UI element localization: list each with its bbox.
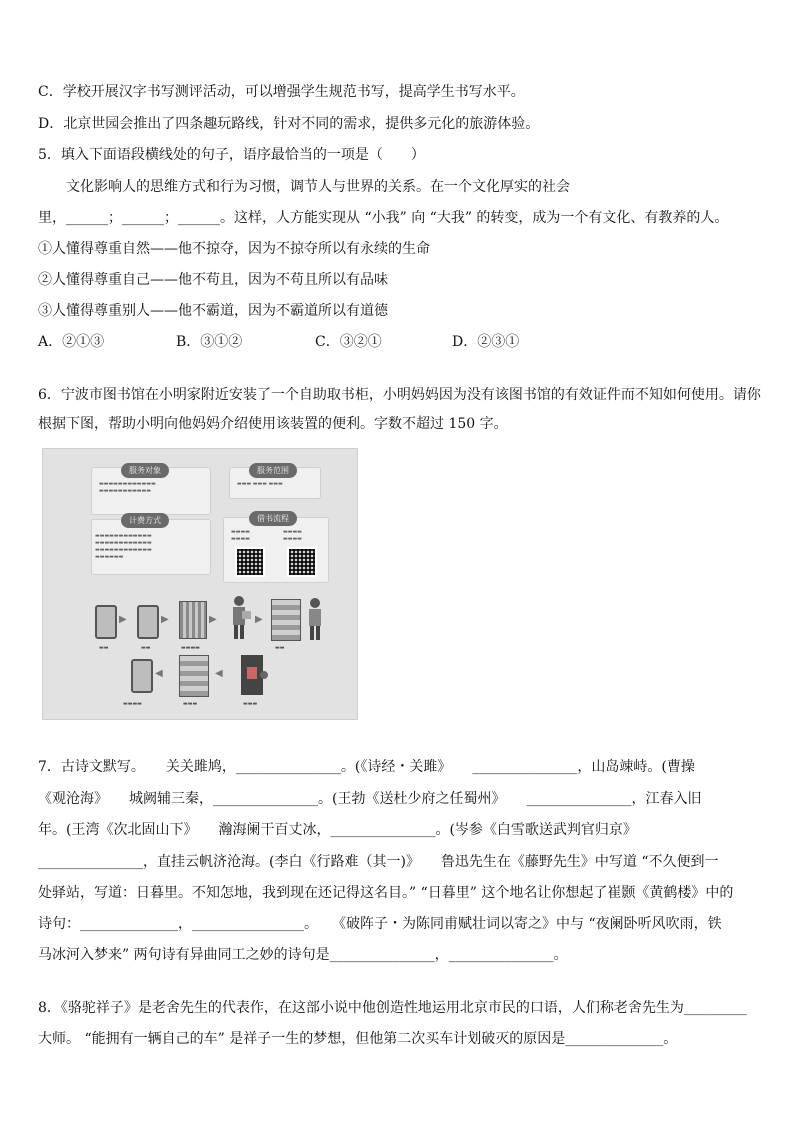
option-d-text: D．北京世园会推出了四条趣玩路线，针对不同的需求，提供多元化的旅游体验。 bbox=[38, 116, 540, 132]
arrow-icon: ◀ bbox=[215, 668, 223, 679]
phone-icon bbox=[131, 659, 153, 693]
question-5-passage-2: 里，______；______；______。这样，人方能实现从 “小我” 向 “大我” 的转变，成为一个有文化、有教养的人。 bbox=[38, 210, 729, 226]
qr-code-icon bbox=[287, 547, 317, 577]
arrow-icon: ▶ bbox=[209, 614, 217, 625]
question-7-line-1: 7．古诗文默写。 关关雎鸠，_______________。(《诗经・关雎》 _______________，山岛竦峙。(曹操 bbox=[38, 759, 695, 775]
borrow-text-1: ▬▬▬▬ ▬▬▬▬ bbox=[231, 529, 250, 542]
arrow-icon: ◀ bbox=[155, 668, 163, 679]
question-7-line-4: _______________，直挂云帆济沧海。(李白《行路难（其一)》 鲁迅先生在《藤野先生》中写道 “不久便到一 bbox=[38, 854, 719, 870]
qr-code-icon bbox=[235, 547, 265, 577]
question-5-stem: 5．填入下面语段横线处的句子，语序最恰当的一项是（ ） bbox=[38, 147, 425, 163]
service-range-text: ▬▬▬ ▬▬▬ ▬▬▬ bbox=[237, 481, 283, 487]
phone-icon bbox=[137, 605, 159, 639]
arrow-icon: ▶ bbox=[255, 614, 263, 625]
question-7-line-5: 处驿站，写道：日暮里。不知怎地，我到现在还记得这名目。” “日暮里” 这个地名让你想起了崔颢《黄鹤楼》中的 bbox=[38, 885, 734, 901]
step-caption: ▬▬ bbox=[275, 645, 285, 651]
question-7-line-2: 《观沧海》 城阙辅三秦，_______________。(王勃《送杜少府之任蜀州》 _______________，江春入旧 bbox=[38, 791, 702, 807]
borrow-text-2: ▬▬▬▬ ▬▬▬▬ bbox=[283, 529, 302, 542]
option-c: C．③②① bbox=[315, 334, 382, 350]
service-target-tag: 服务对象 bbox=[121, 463, 169, 478]
book-cabinet-icon bbox=[271, 599, 301, 641]
option-b: B．③①② bbox=[176, 334, 243, 350]
phone-icon bbox=[95, 605, 117, 639]
question-6-stem-1: 6．宁波市图书馆在小明家附近安装了一个自助取书柜，小明妈妈因为没有该图书馆的有效证件而不知如何使用。请你 bbox=[38, 387, 761, 403]
question-7-line-7: 马冰河入梦来” 两句诗有异曲同工之妙的诗句是_______________，_______________。 bbox=[38, 947, 568, 963]
bookshelf-icon bbox=[179, 601, 207, 639]
option-c-text: C．学校开展汉字书写测评活动，可以增强学生规范书写，提高学生书写水平。 bbox=[38, 84, 525, 100]
option-d: D．②③① bbox=[452, 334, 520, 350]
step-caption: ▬▬ bbox=[99, 645, 109, 651]
step-caption: ▬▬▬ bbox=[243, 701, 258, 707]
door-delivery-icon bbox=[239, 653, 269, 697]
arrow-icon: ▶ bbox=[119, 614, 127, 625]
question-7-line-6: 诗句：______________，________________。 《破阵子・为陈同甫赋壮词以寄之》中与 “夜阑卧听风吹雨，铁 bbox=[38, 916, 722, 932]
billing-text: ▬▬▬▬▬▬▬▬▬▬▬▬ ▬▬▬▬▬▬▬▬▬▬▬▬ ▬▬▬▬▬▬▬▬▬▬▬▬ ▬▬▬▬▬▬ bbox=[95, 533, 152, 560]
question-5-passage-1: 文化影响人的思维方式和行为习惯，调节人与世界的关系。在一个文化厚实的社会 bbox=[66, 179, 570, 195]
worker-icon bbox=[227, 595, 251, 641]
option-a: A．②①③ bbox=[38, 334, 105, 350]
arrow-icon: ▶ bbox=[161, 614, 169, 625]
service-range-tag: 服务范围 bbox=[249, 463, 297, 478]
sentence-1: ①人懂得尊重自然——他不掠夺，因为不掠夺所以有永续的生命 bbox=[38, 241, 430, 257]
step-caption: ▬▬▬▬ bbox=[123, 701, 142, 707]
question-8-line-1: 8．《骆驼祥子》是老舍先生的代表作，在这部小说中他创造性地运用北京市民的口语，人们称老舍先生为_________ bbox=[38, 1000, 747, 1016]
book-cabinet-icon bbox=[179, 655, 209, 697]
question-7-line-3: 年。(王湾《次北固山下》 瀚海阑干百丈冰，_______________。(岑参《白雪歌送武判官归京》 bbox=[38, 822, 637, 838]
sentence-2: ②人懂得尊重自己——他不苟且，因为不苟且所以有品味 bbox=[38, 272, 388, 288]
library-infographic bbox=[42, 448, 358, 720]
borrow-process-tag: 借书流程 bbox=[249, 511, 297, 526]
reader-icon bbox=[305, 597, 325, 641]
question-8-line-2: 大师。 “能拥有一辆自己的车” 是祥子一生的梦想，但他第二次买车计划破灭的原因是______________。 bbox=[38, 1031, 678, 1047]
step-caption: ▬▬▬▬ bbox=[181, 645, 200, 651]
step-caption: ▬▬ bbox=[141, 645, 151, 651]
service-target-text: ▬▬▬▬▬▬▬▬▬▬▬▬ ▬▬▬▬▬▬▬▬▬▬▬ bbox=[99, 481, 156, 494]
step-caption: ▬▬▬ bbox=[183, 701, 198, 707]
sentence-3: ③人懂得尊重别人——他不霸道，因为不霸道所以有道德 bbox=[38, 303, 388, 319]
question-6-stem-2: 根据下图，帮助小明向他妈妈介绍使用该装置的便利。字数不超过 150 字。 bbox=[38, 416, 508, 432]
billing-tag: 计费方式 bbox=[121, 513, 169, 528]
